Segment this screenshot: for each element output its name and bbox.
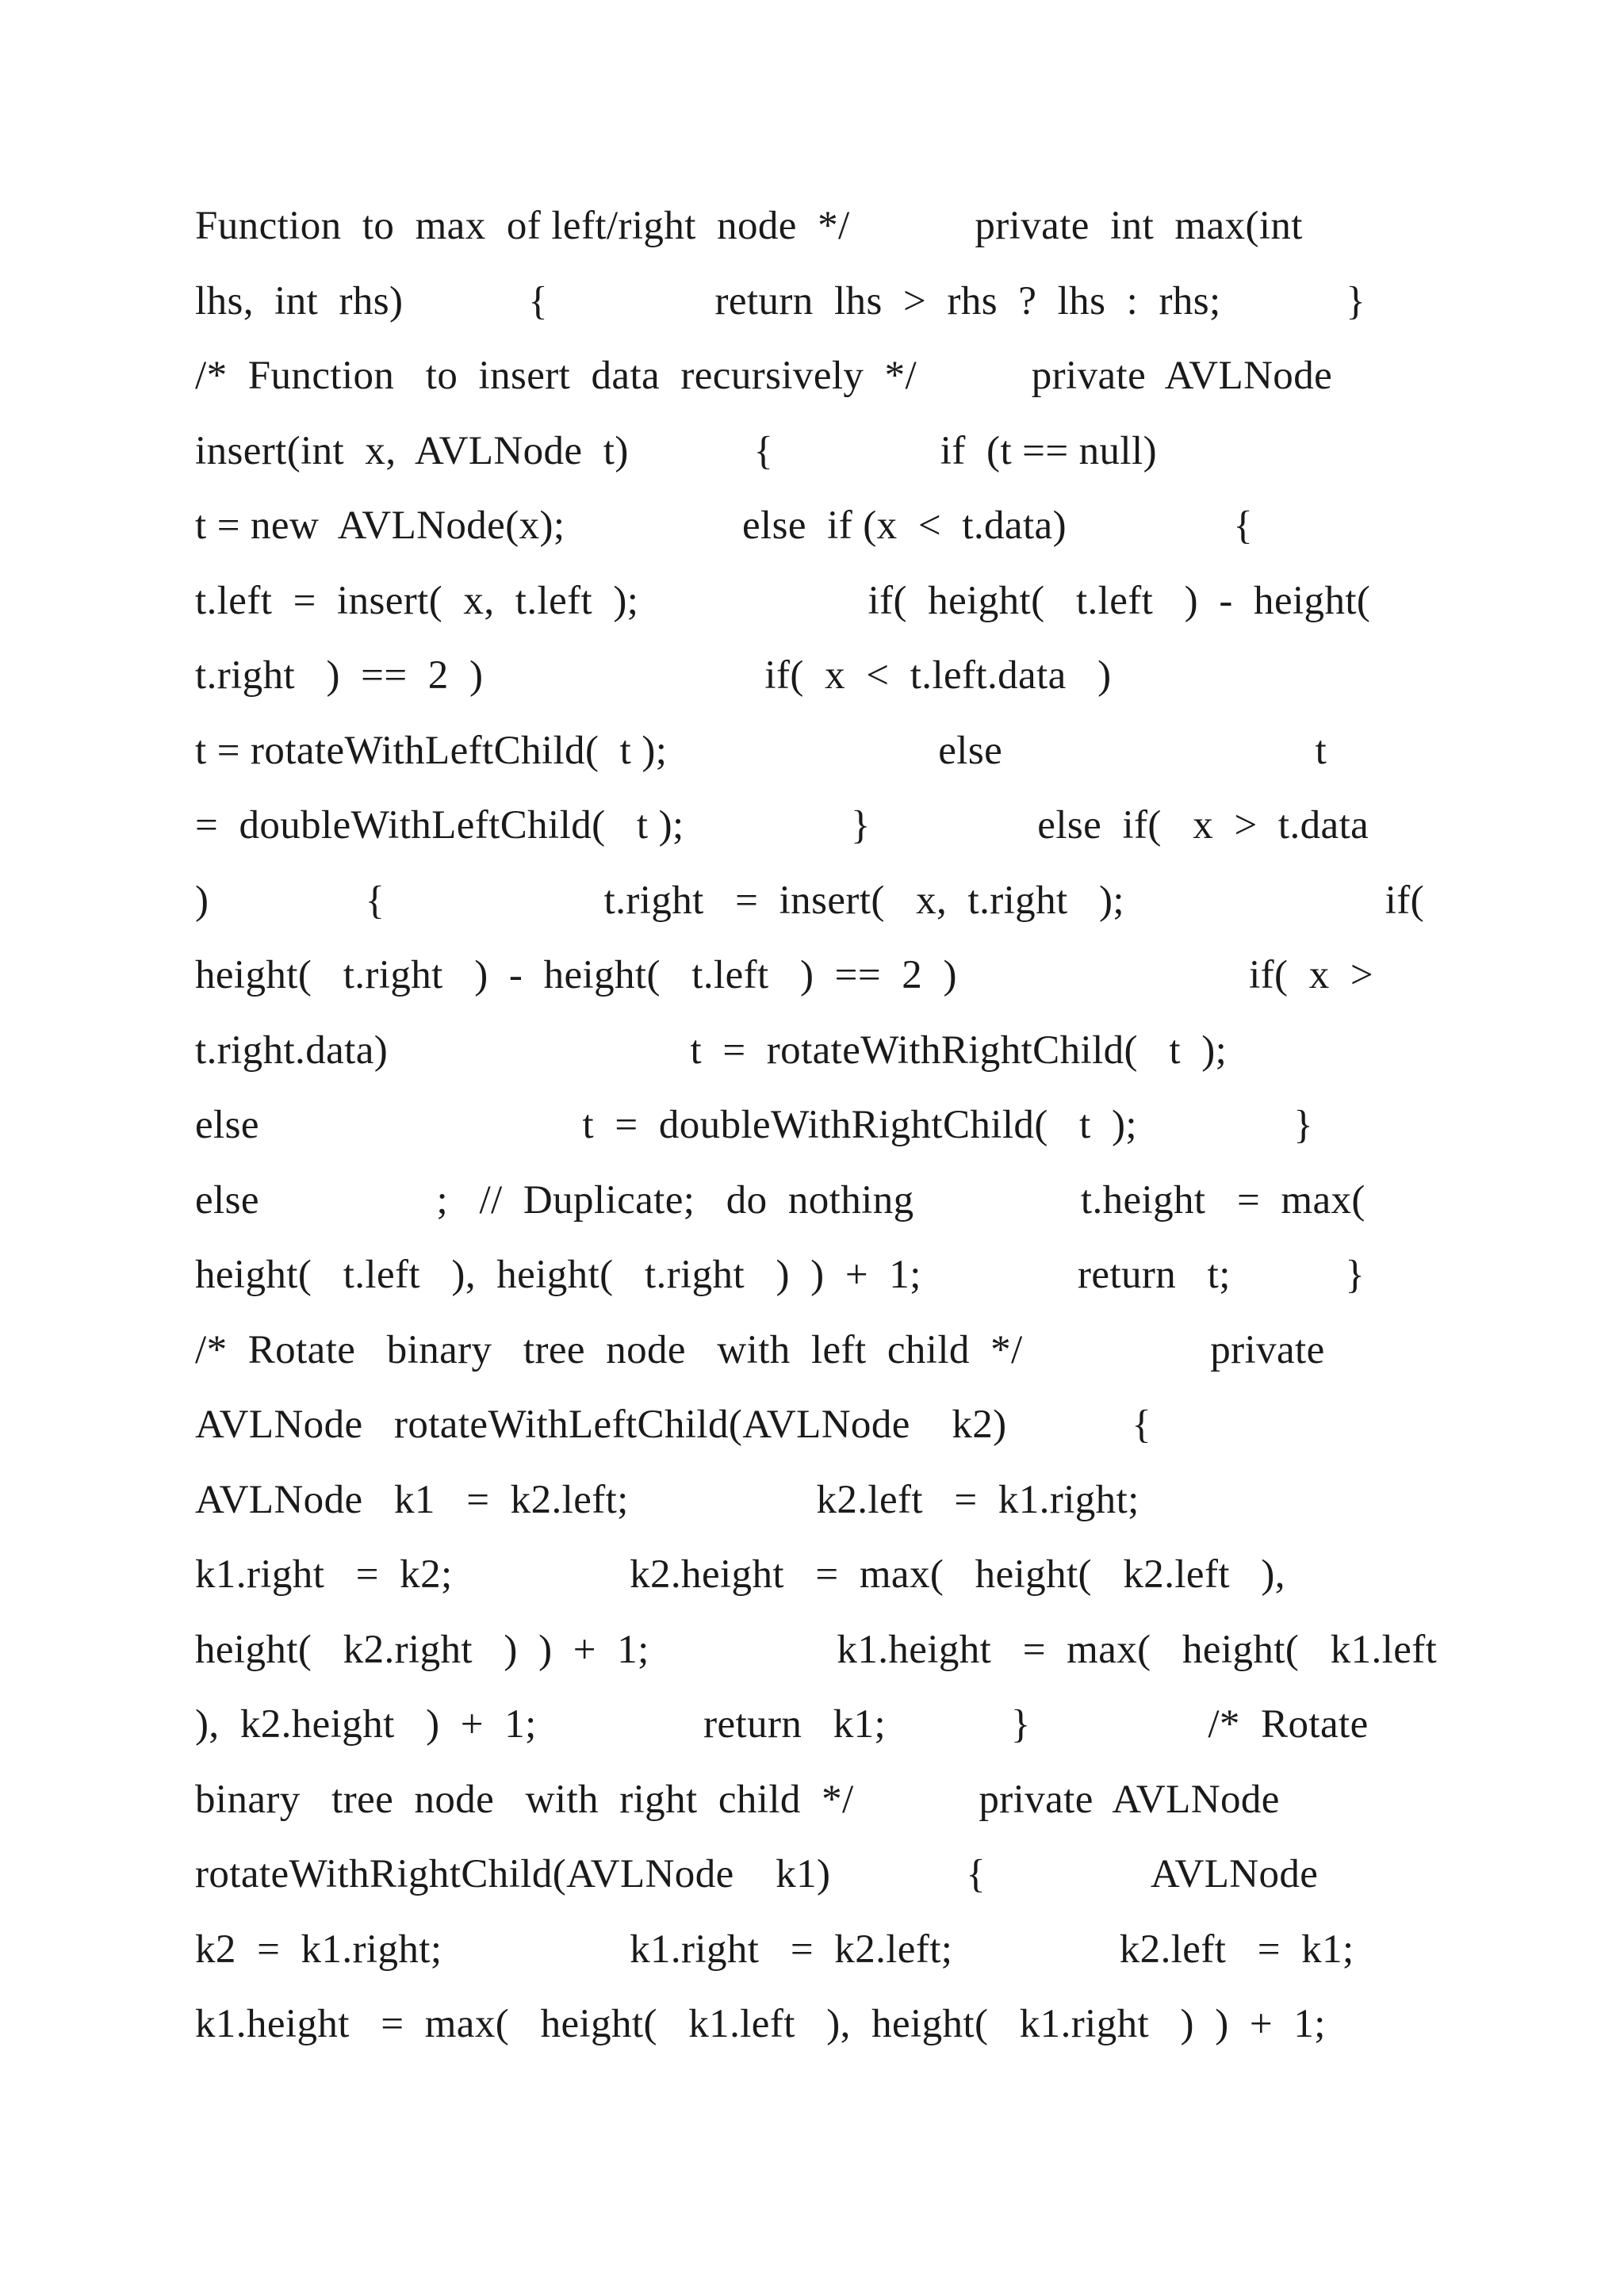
text-line: insert(int x, AVLNode t) { if (t == null) [195, 428, 1157, 473]
text-line: t = rotateWithLeftChild( t ); else t [195, 728, 1327, 773]
text-line: ) { t.right = insert( x, t.right ); if( [195, 878, 1425, 923]
text-line: /* Rotate binary tree node with left child */ private [195, 1327, 1325, 1372]
text-line: t = new AVLNode(x); else if (x < t.data) { [195, 503, 1254, 548]
text-line: t.right.data) t = rotateWithRightChild( t ); [195, 1027, 1228, 1073]
text-line: k2 = k1.right; k1.right = k2.left; k2.left = k1; [195, 1927, 1354, 1972]
code-text-block [195, 189, 1438, 2062]
text-line: ), k2.height ) + 1; return k1; } /* Rotate [195, 1702, 1369, 1747]
text-line: = doubleWithLeftChild( t ); } else if( x > t.data [195, 803, 1369, 848]
text-line: t.left = insert( x, t.left ); if( height( t.left ) - height( [195, 578, 1371, 623]
text-line: binary tree node with right child */ private AVLNode [195, 1777, 1280, 1822]
text-line: k1.right = k2; k2.height = max( height( k2.left ), [195, 1552, 1285, 1597]
text-line: t.right ) == 2 ) if( x < t.left.data ) [195, 653, 1112, 698]
text-line: AVLNode rotateWithLeftChild(AVLNode k2) { [195, 1402, 1152, 1447]
text-line: AVLNode k1 = k2.left; k2.left = k1.right; [195, 1477, 1139, 1522]
text-line: height( t.left ), height( t.right ) ) + 1; return t; } [195, 1253, 1365, 1297]
text-line: /* Function to insert data recursively */ private AVLNode [195, 354, 1333, 398]
text-line: height( t.right ) - height( t.left ) == 2 ) if( x > [195, 953, 1374, 997]
text-line: lhs, int rhs) { return lhs > rhs ? lhs : rhs; } [195, 278, 1366, 323]
text-line: else ; // Duplicate; do nothing t.height = max( [195, 1177, 1365, 1223]
text-line: height( k2.right ) ) + 1; k1.height = max( height( k1.left [195, 1627, 1438, 1672]
text-line: Function to max of left/right node */ private int max(int [195, 204, 1303, 248]
text-line: k1.height = max( height( k1.left ), height( k1.right ) ) + 1; [195, 2002, 1326, 2046]
text-line: else t = doubleWithRightChild( t ); } [195, 1103, 1314, 1147]
text-line: rotateWithRightChild(AVLNode k1) { AVLNode [195, 1852, 1319, 1896]
